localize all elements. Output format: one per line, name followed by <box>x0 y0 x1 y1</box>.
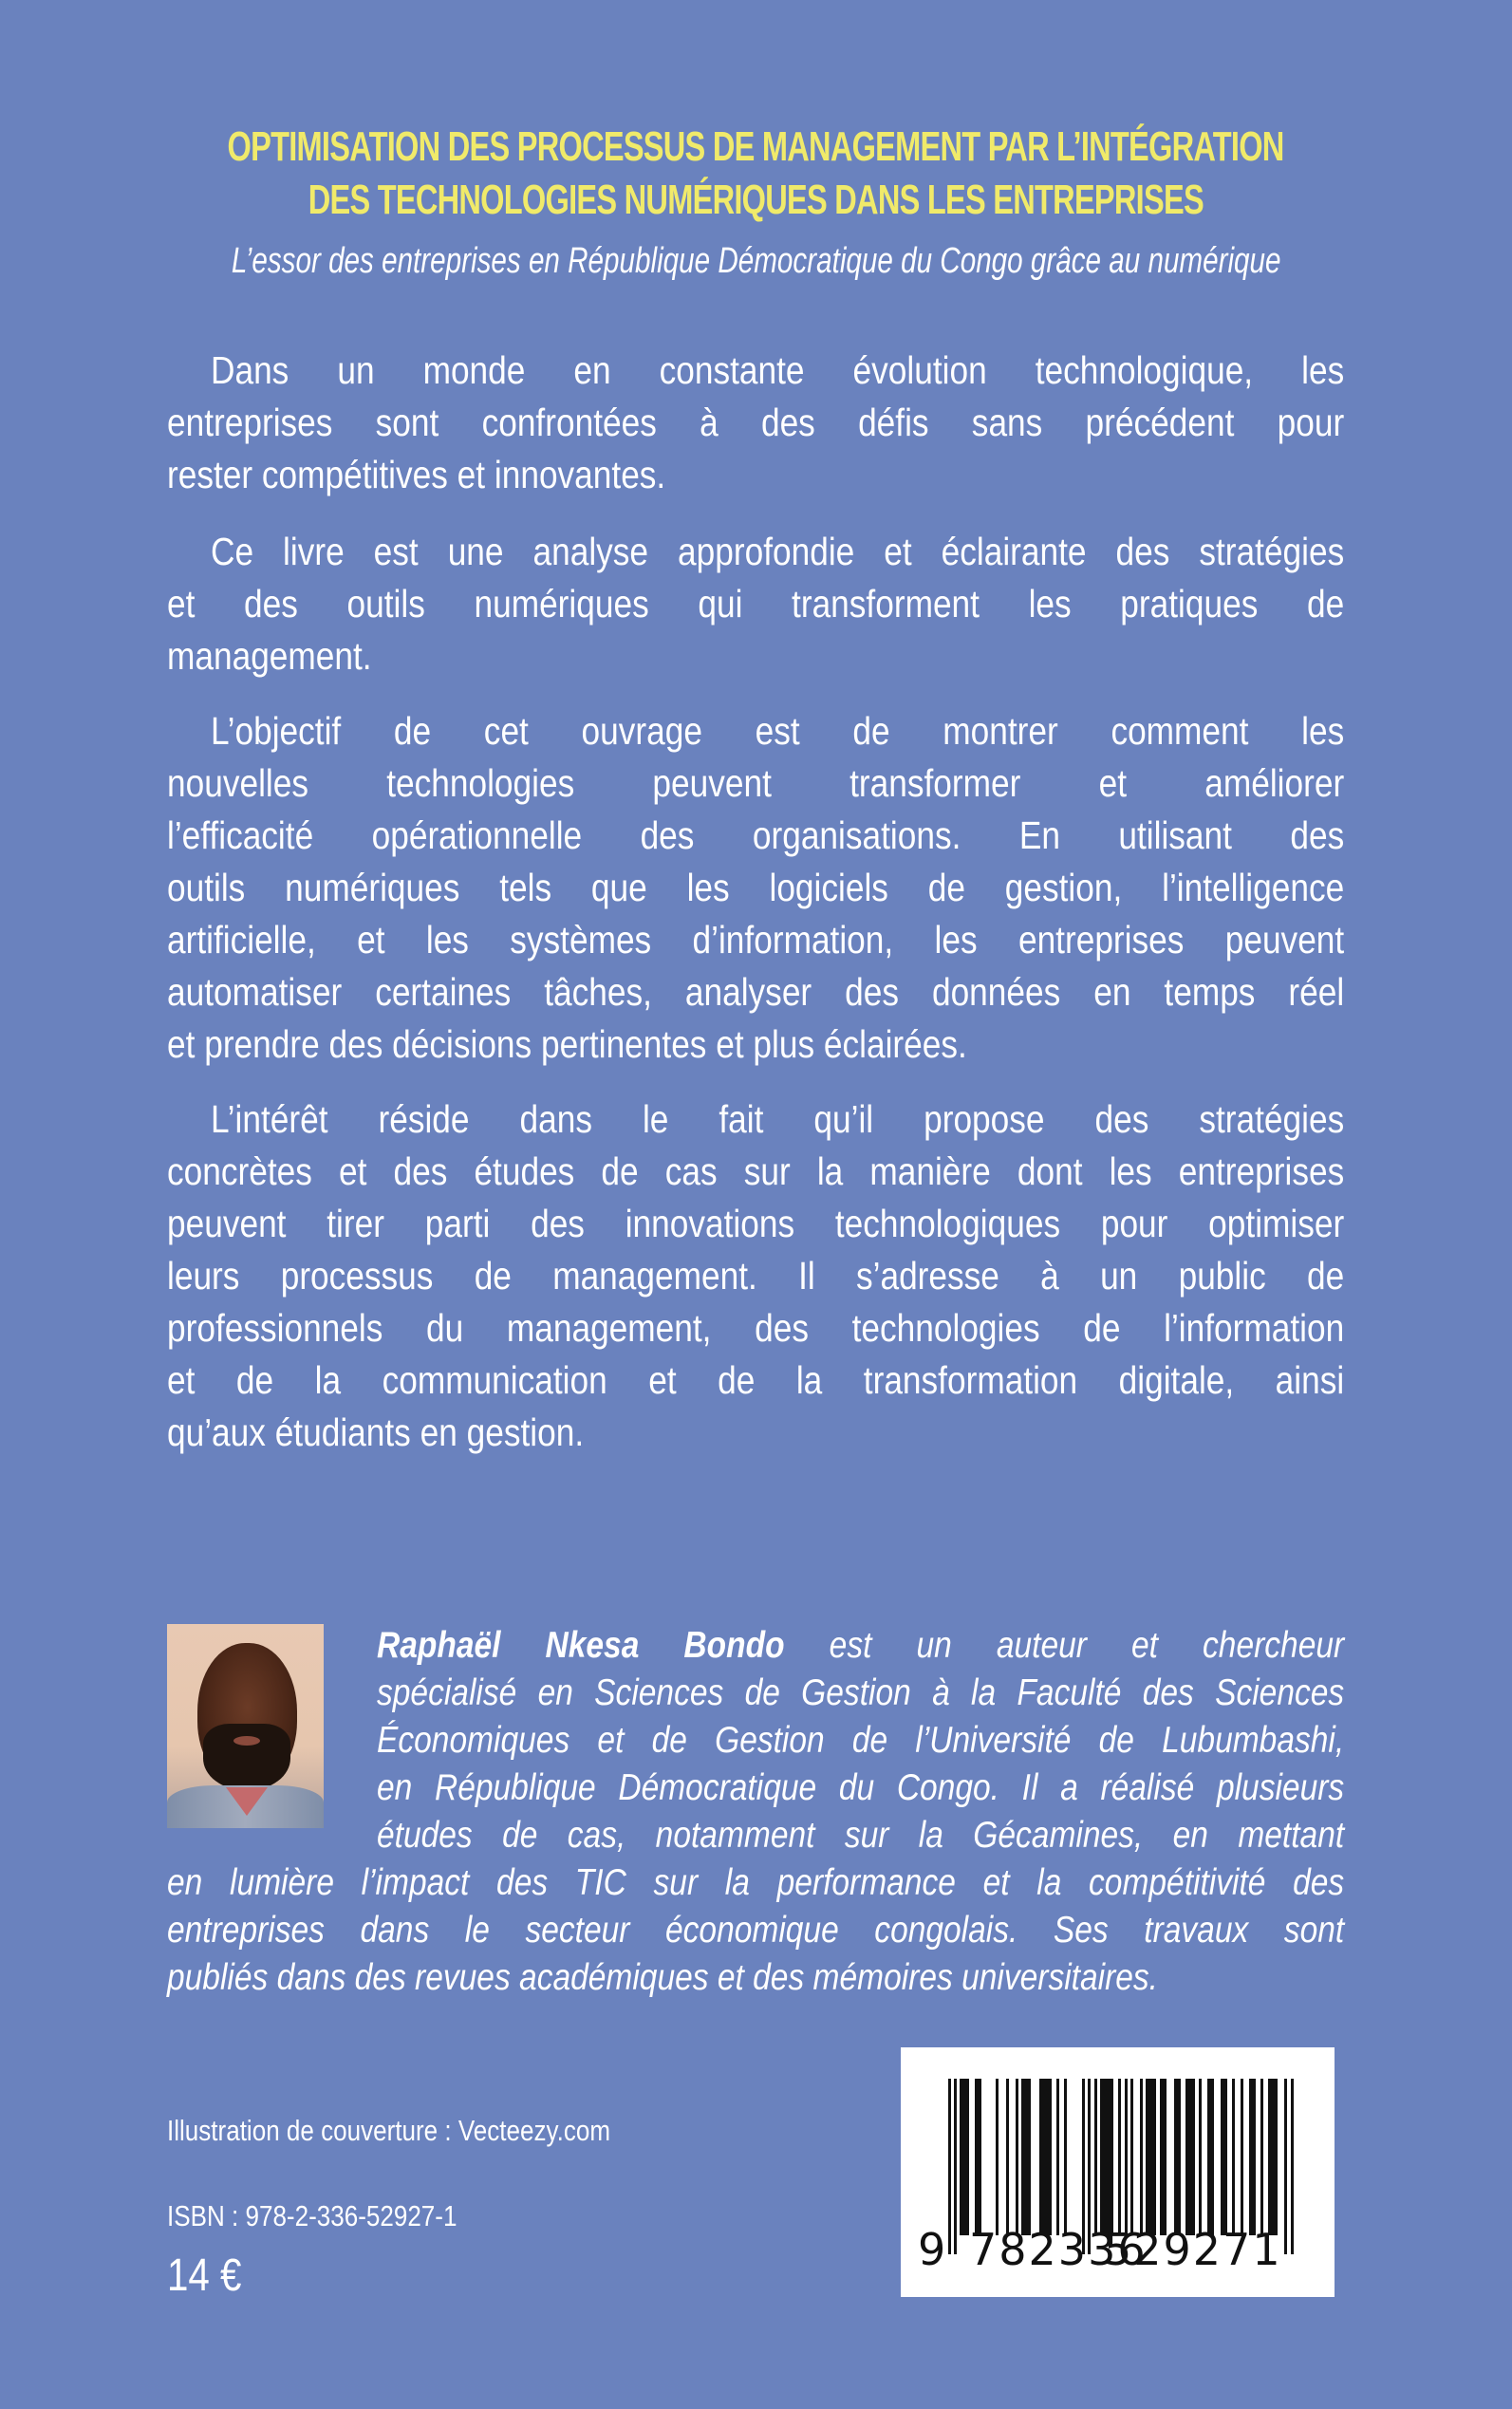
author-bio-line: spécialisé en Sciences de Gestion à la Faculté des Sciences <box>377 1672 1345 1713</box>
author-bio-line: publiés dans des revues académiques et des mémoires universitaires. <box>167 1957 1158 1998</box>
barcode-digit-first: 9 <box>918 2224 946 2275</box>
author-photo-mouth <box>233 1736 260 1746</box>
author-name: Raphaël Nkesa Bondo <box>377 1625 785 1666</box>
isbn-barcode <box>901 2047 1335 2297</box>
author-bio-line: en lumière l’impact des TIC sur la performance et la compétitivité des <box>167 1862 1345 1903</box>
summary-p4-line: et de la communication et de la transformation digitale, ainsi <box>167 1358 1345 1402</box>
summary-p3-line: automatiser certaines tâches, analyser des données en temps réel <box>167 970 1345 1014</box>
summary-p4-line: qu’aux étudiants en gestion. <box>167 1410 585 1454</box>
price: 14 € <box>167 2250 242 2301</box>
author-bio-line: Économiques et de Gestion de l’Université de Lubumbashi, <box>377 1720 1345 1761</box>
book-title-text-1: OPTIMISATION DES PROCESSUS DE MANAGEMENT PAR L’INTÉGRATION <box>227 123 1285 170</box>
summary-p1-line: Dans un monde en constante évolution technologique, les <box>211 348 1345 392</box>
author-photo-beard <box>203 1724 290 1790</box>
summary-p1-line: rester compétitives et innovantes. <box>167 453 666 496</box>
author-bio-line: entreprises dans le secteur économique congolais. Ses travaux sont <box>167 1910 1345 1951</box>
barcode-digits-right: 529271 <box>1104 2224 1282 2275</box>
summary-p2-line: et des outils numériques qui transforment les pratiques de <box>167 582 1345 626</box>
summary-p3-line: et prendre des décisions pertinentes et plus éclairées. <box>167 1022 967 1066</box>
summary-p3-line: outils numériques tels que les logiciels de gestion, l’intelligence <box>167 866 1345 909</box>
summary-p2-line: management. <box>167 634 372 678</box>
illustration-credit: Illustration de couverture : Vecteezy.com <box>167 2114 611 2147</box>
summary-p4-line: concrètes et des études de cas sur la manière dont les entreprises <box>167 1149 1345 1193</box>
summary-p4-line: professionnels du management, des technologies de l’information <box>167 1306 1345 1350</box>
summary-p2-line: Ce livre est une analyse approfondie et éclairante des stratégies <box>211 530 1345 573</box>
summary-p3-line: l’efficacité opérationnelle des organisations. En utilisant des <box>167 813 1345 857</box>
book-subtitle <box>0 239 1512 283</box>
author-photo <box>167 1624 324 1828</box>
book-title-line-1 <box>0 121 1512 173</box>
summary-p1-line: entreprises sont confrontées à des défis sans précédent pour <box>167 401 1345 444</box>
author-bio-line: en République Démocratique du Congo. Il a réalisé plusieurs <box>377 1767 1345 1808</box>
author-bio-line: Raphaël Nkesa Bondo est un auteur et chercheur <box>377 1625 1345 1666</box>
summary-p3-line: nouvelles technologies peuvent transformer et améliorer <box>167 761 1345 805</box>
book-title-line-2 <box>0 175 1512 226</box>
isbn-text: ISBN : 978-2-336-52927-1 <box>167 2199 457 2232</box>
summary-p4-line: peuvent tirer parti des innovations technologiques pour optimiser <box>167 1202 1345 1245</box>
summary-p4-line: leurs processus de management. Il s’adresse à un public de <box>167 1254 1345 1298</box>
summary-p3-line: artificielle, et les systèmes d’information, les entreprises peuvent <box>167 918 1345 962</box>
summary-p3-line: L’objectif de cet ouvrage est de montrer comment les <box>211 709 1345 753</box>
book-title-text-2: DES TECHNOLOGIES NUMÉRIQUES DANS LES ENTREPRISES <box>308 177 1204 223</box>
barcode-digits-left: 782336 <box>969 2224 1148 2275</box>
summary-p4-line: L’intérêt réside dans le fait qu’il propose des stratégies <box>211 1097 1345 1141</box>
book-subtitle-text: L’essor des entreprises en République Démocratique du Congo grâce au numérique <box>231 241 1281 281</box>
author-bio-line: études de cas, notamment sur la Gécamines, en mettant <box>377 1815 1345 1856</box>
